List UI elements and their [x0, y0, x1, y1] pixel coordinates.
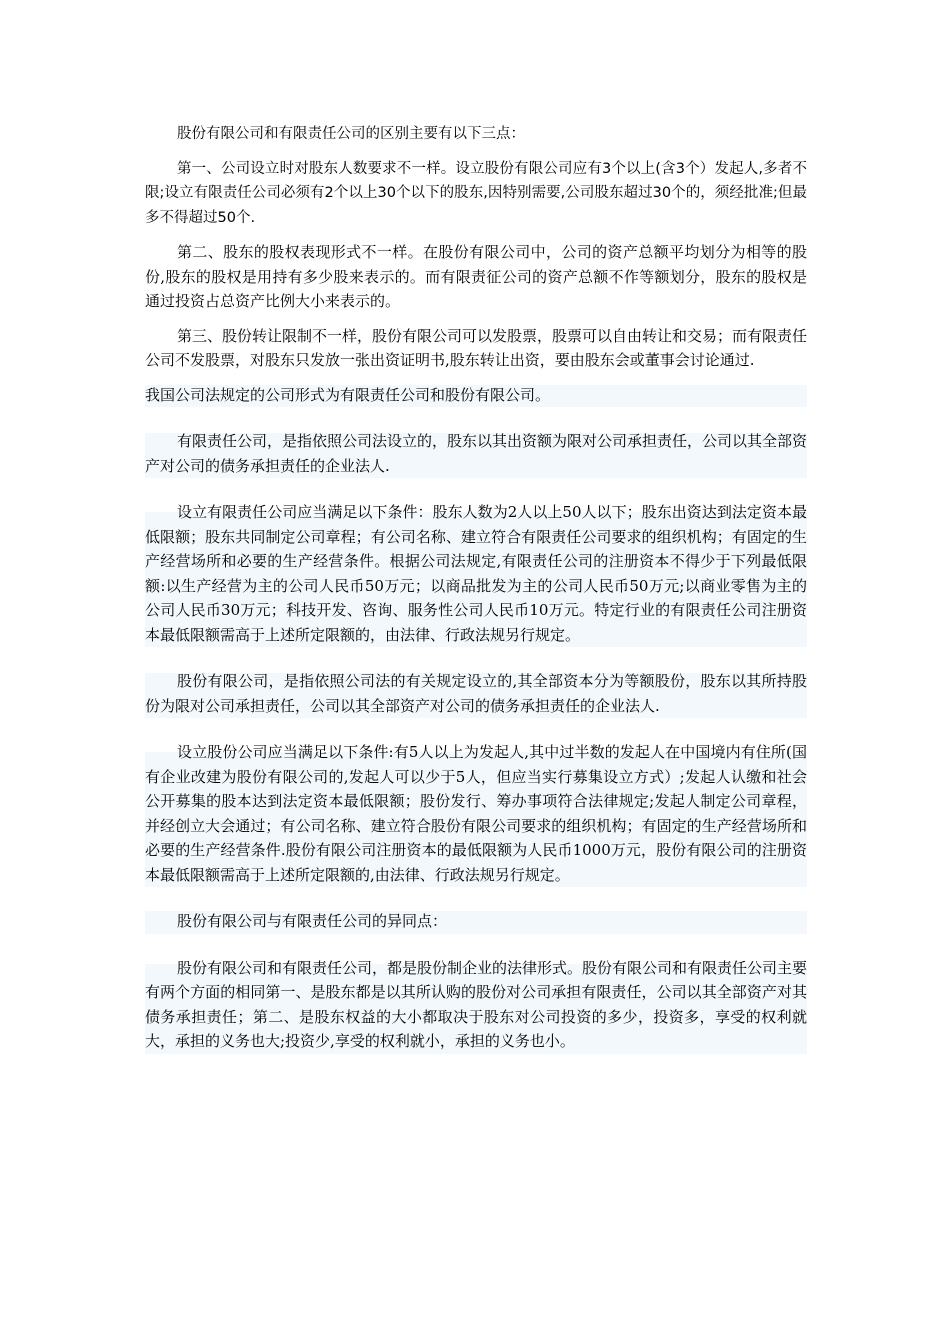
- similarities-paragraph: 股份有限公司和有限责任公司，都是股份制企业的法律形式。股份有限公司和有限责任公司主要有两个方面的相同第一、是股东都是以其所认购的股份对公司承担有限责任，公司以其全部资产对其债务承担责任；第二、是股东权益的大小都取决于股东对公司投资的多少，投资多，享受的权利就大，承担的义务也大;投资少,享受的权利就小，承担的义务也小。: [145, 956, 807, 1054]
- point-one-paragraph: 第一、公司设立时对股东人数要求不一样。设立股份有限公司应有3个以上(含3个）发起人,多者不限;设立有限责任公司必须有2个以上30个以下的股东,因特别需要,公司股东超过30个的，须经批准;但最多不得超过50个.: [145, 160, 807, 226]
- point-three-paragraph: 第三、股份转让限制不一样，股份有限公司可以发股票，股票可以自由转让和交易；而有限责任公司不发股票，对股东只发放一张出资证明书,股东转让出资，要由股东会或董事会讨论通过.: [145, 326, 808, 369]
- jsc-conditions-paragraph: 设立股份公司应当满足以下条件:有5人以上为发起人,其中过半数的发起人在中国境内有住所(国有企业改建为股份有限公司的,发起人可以少于5人，但应当实行募集设立方式）;发起人认缴和社会公开募集的股本达到法定资本最低限额；股份发行、筹办事项符合法律规定;发起人制定公司章程，并经创立大会通过；有公司名称、建立符合股份有限公司要求的组织机构；有固定的生产经营场所和必要的生产经营条件.股份有限公司注册资本的最低限额为人民币1000万元，股份有限公司的注册资本最低限额需高于上述所定限额的,由法律、行政法规另行规定。: [145, 740, 807, 887]
- company-forms-paragraph: 我国公司法规定的公司形式为有限责任公司和股份有限公司。: [145, 383, 807, 408]
- document-body: [145, 122, 807, 1054]
- llc-conditions-paragraph: 设立有限责任公司应当满足以下条件：股东人数为2人以上50人以下；股东出资达到法定资本最低限额；股东共同制定公司章程；有公司名称、建立符合有限责任公司要求的组织机构；有固定的生产经营场所和必要的生产经营条件。根据公司法规定,有限责任公司的注册资本不得少于下列最低限额:以生产经营为主的公司人民币50万元；以商品批发为主的公司人民币50万元;以商业零售为主的公司人民币30万元；科技开发、咨询、服务性公司人民币10万元。特定行业的有限责任公司注册资本最低限额需高于上述所定限额的，由法律、行政法规另行规定。: [145, 500, 807, 647]
- llc-definition-paragraph: 有限责任公司，是指依照公司法设立的，股东以其出资额为限对公司承担责任，公司以其全部资产对公司的债务承担责任的企业法人.: [145, 429, 807, 478]
- similarities-heading-paragraph: 股份有限公司与有限责任公司的异同点：: [145, 909, 807, 934]
- point-two-paragraph: 第二、股东的股权表现形式不一样。在股份有限公司中，公司的资产总额平均划分为相等的股份,股东的股权是用持有多少股来表示的。而有限责征公司的资产总额不作等额划分，股东的股权是通过投资占总资产比例大小来表示的。: [145, 243, 807, 310]
- intro-paragraph: 股份有限公司和有限责任公司的区别主要有以下三点：: [177, 126, 525, 142]
- jsc-definition-paragraph: 股份有限公司，是指依照公司法的有关规定设立的,其全部资本分为等额股份，股东以其所持股份为限对公司承担责任，公司以其全部资产对公司的债务承担责任的企业法人.: [145, 669, 807, 718]
